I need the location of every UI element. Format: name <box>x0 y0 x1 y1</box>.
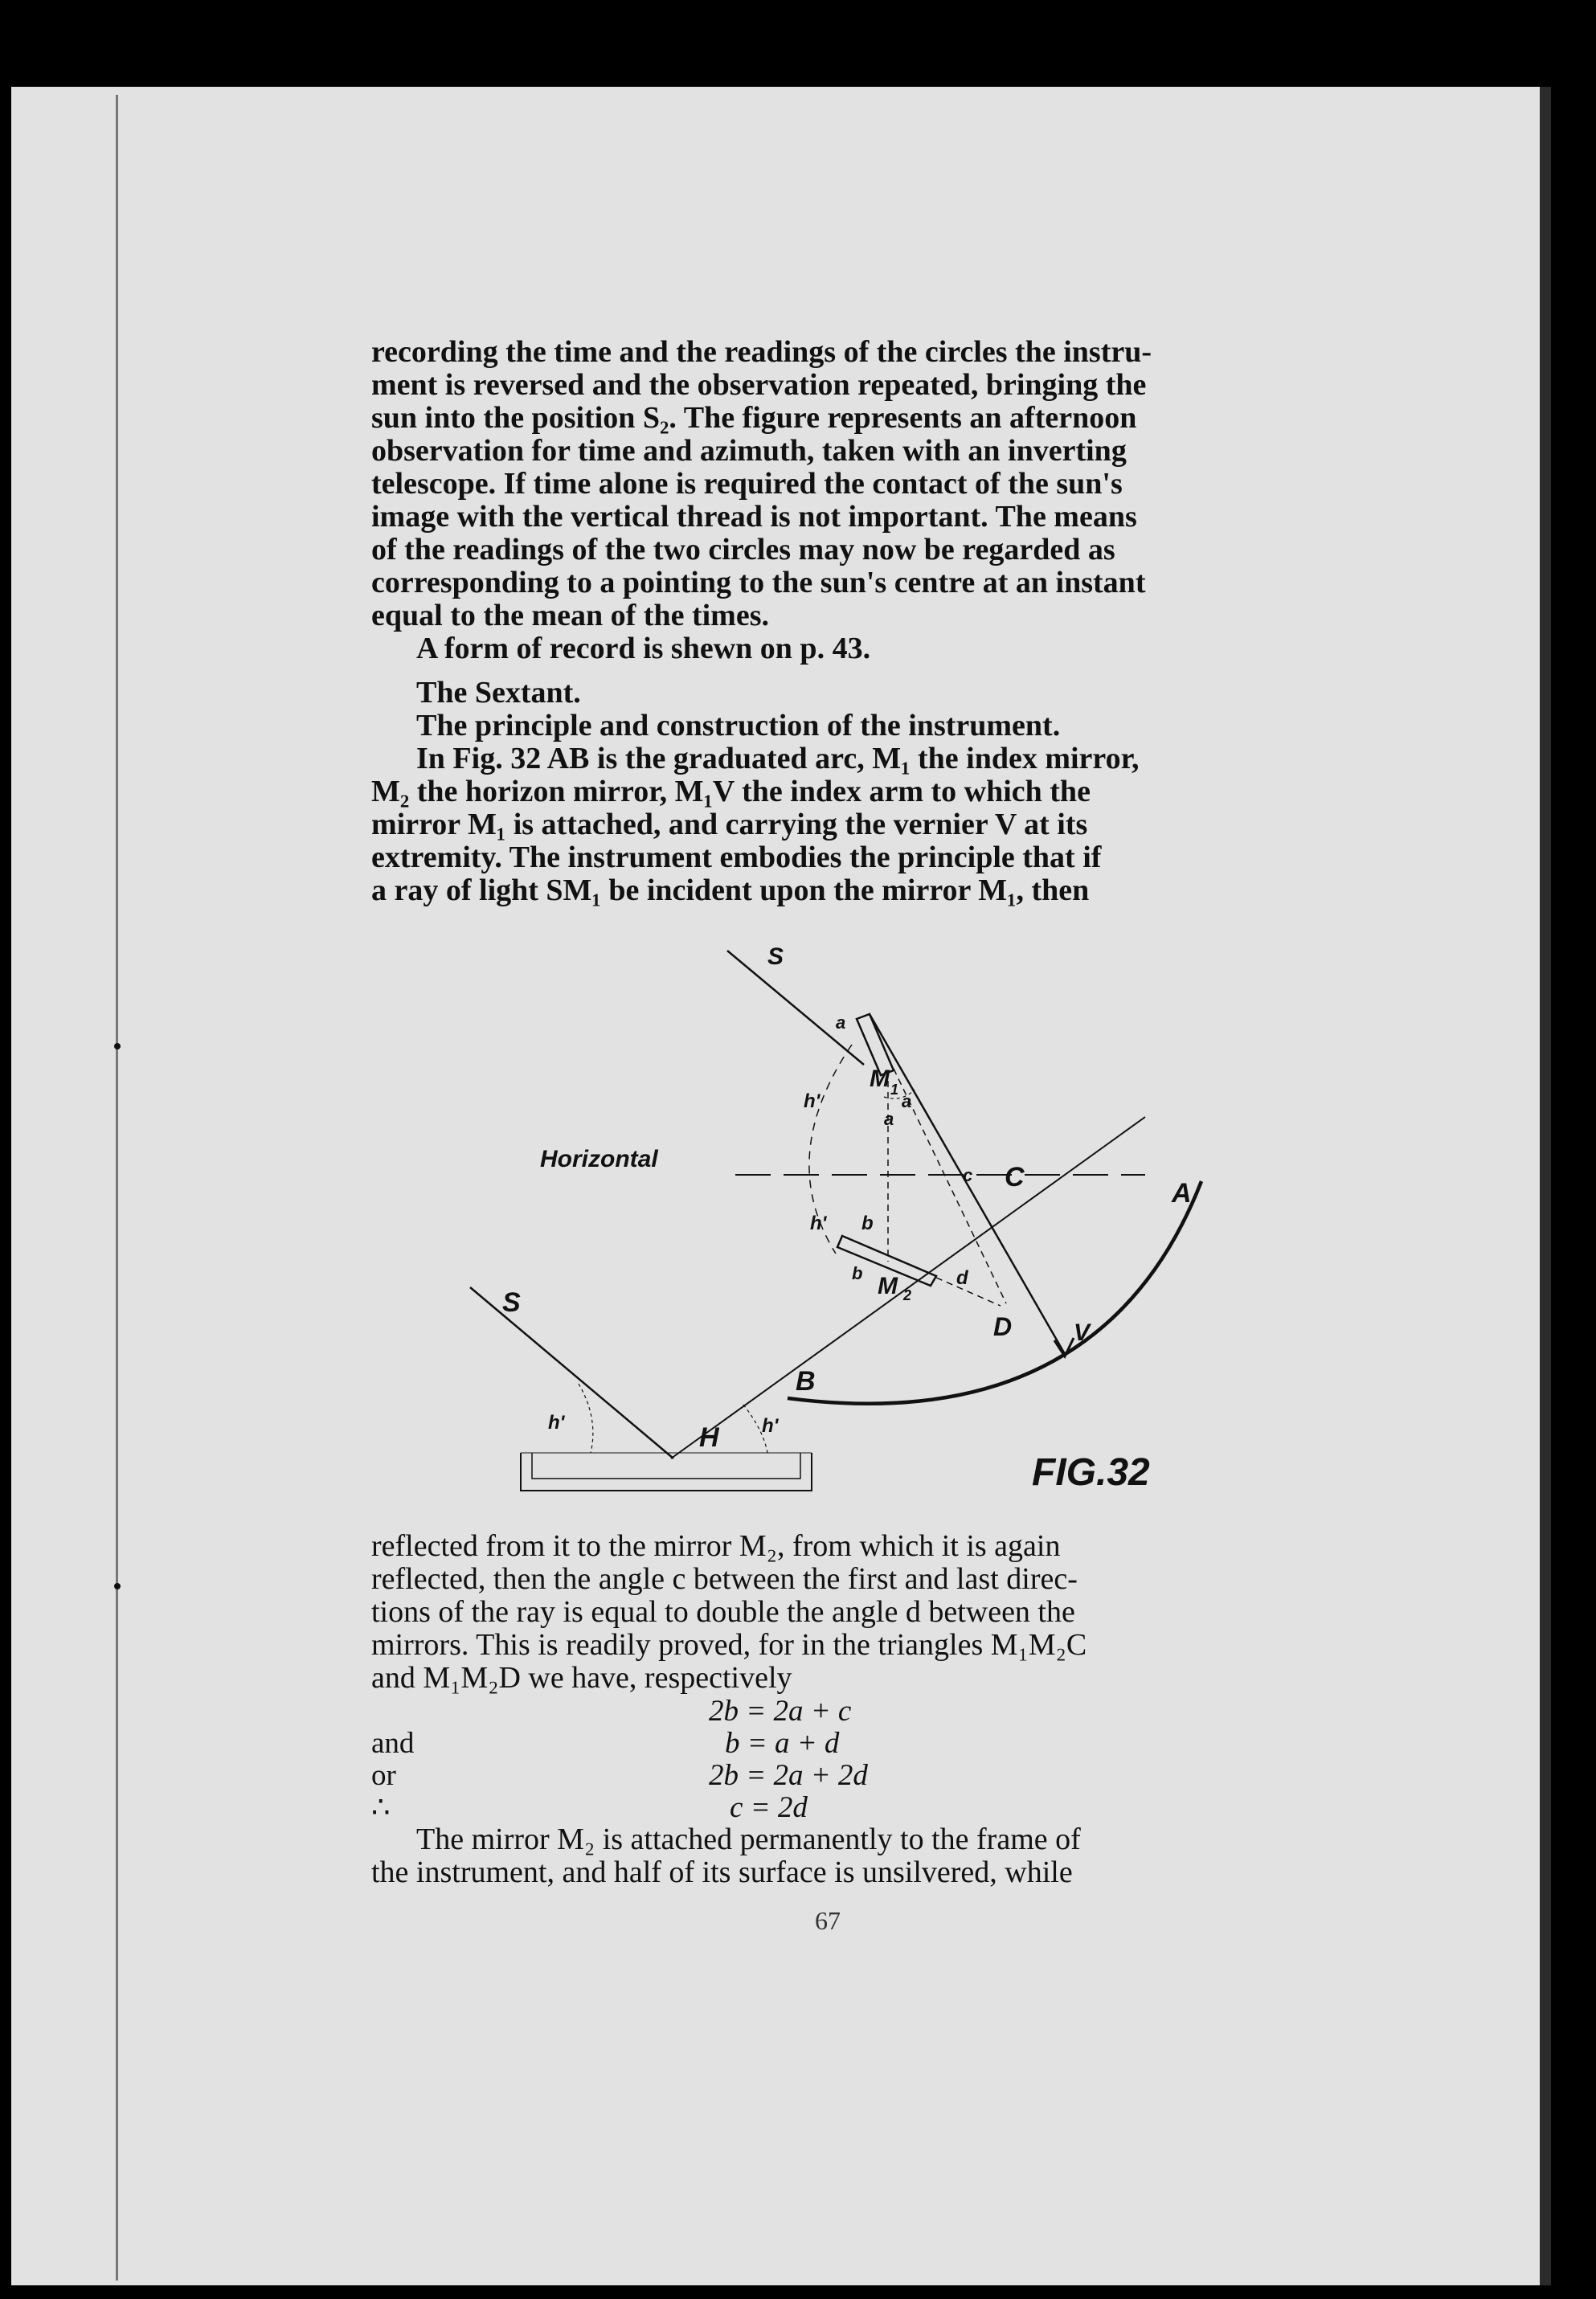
text-line: of the readings of the two circles may now be regarded as <box>371 533 1115 567</box>
graduated-arc-ab <box>788 1181 1201 1404</box>
equation-prefix: ∴ <box>371 1791 391 1824</box>
label-s-top: S <box>767 943 784 970</box>
equation-expr: b = a + d <box>725 1727 840 1760</box>
label-c-angle: c <box>963 1165 973 1185</box>
equation-row <box>371 1791 1295 1823</box>
text-line: extremity. The instrument embodies the principle that if <box>371 841 1102 874</box>
artificial-horizon-trough <box>521 1453 812 1491</box>
equation-row <box>371 1759 1295 1791</box>
lower-incident-ray <box>470 1287 673 1458</box>
text-line: The mirror M₂ is attached permanently to the frame of <box>416 1822 1081 1856</box>
label-h-prime: h' <box>810 1213 827 1234</box>
lower-paragraph <box>371 1530 1295 1889</box>
label-a-point: A <box>1172 1178 1192 1209</box>
label-c: C <box>1005 1162 1025 1192</box>
text-line: In Fig. 32 AB is the graduated arc, M₁ the index mirror, <box>416 742 1140 775</box>
label-h-prime: h' <box>548 1412 565 1434</box>
equation-row <box>371 1727 1295 1759</box>
figure-32-sextant-diagram <box>434 932 1238 1511</box>
equation-expr: c = 2d <box>730 1791 808 1824</box>
text-line: M₂ the horizon mirror, M₁V the index arm to which the <box>371 775 1091 808</box>
record-note: A form of record is shewn on p. 43. <box>416 632 871 665</box>
equation-prefix: or <box>371 1759 396 1792</box>
text-line: equal to the mean of the times. <box>371 599 769 632</box>
label-d-angle: d <box>956 1267 968 1289</box>
text-line: telescope. If time alone is required the contact of the sun's <box>371 467 1123 501</box>
label-d: D <box>993 1312 1013 1341</box>
text-line: sun into the position S₂. The figure represents an afternoon <box>371 401 1137 435</box>
label-a: a <box>884 1109 894 1129</box>
binding-dot <box>114 1043 121 1049</box>
label-v: V <box>1074 1319 1091 1346</box>
label-h: H <box>699 1422 719 1453</box>
text-line: tions of the ray is equal to double the angle d between the <box>371 1595 1075 1629</box>
label-m2-subscript: 2 <box>903 1287 912 1303</box>
label-b: b <box>852 1263 863 1283</box>
label-a: a <box>836 1012 846 1033</box>
horizontal-label: Horizontal <box>540 1146 658 1172</box>
label-m1-subscript: 1 <box>890 1082 899 1098</box>
text-line: and M₁M₂D we have, respectively <box>371 1661 792 1695</box>
label-b-point: B <box>796 1366 816 1397</box>
text-line: the instrument, and half of its surface is unsilvered, while <box>371 1855 1073 1889</box>
label-a: a <box>902 1091 912 1111</box>
binding-dot <box>114 1583 121 1589</box>
text-line: a ray of light SM₁ be incident upon the mirror M₁, then <box>371 873 1090 907</box>
artificial-horizon-inner <box>532 1453 800 1479</box>
label-h-prime: h' <box>804 1090 821 1112</box>
section-title: The Sextant. <box>416 676 581 710</box>
text-line: reflected from it to the mirror M₂, from which it is again <box>371 1529 1061 1563</box>
section-subtitle: The principle and construction of the instrument. <box>416 709 1061 742</box>
equation-prefix: and <box>371 1727 415 1760</box>
text-line: image with the vertical thread is not important. The means <box>371 500 1137 534</box>
upper-paragraph <box>371 336 1295 907</box>
angle-arc-h-left <box>579 1384 593 1453</box>
figure-caption: FIG.32 <box>1032 1451 1150 1494</box>
right-page-edge <box>1540 87 1551 2285</box>
left-margin-rule <box>116 95 118 2281</box>
incident-ray-line <box>727 951 864 1065</box>
text-line: reflected, then the angle c between the first and last direc- <box>371 1562 1078 1596</box>
text-line: recording the time and the readings of the circles the instru- <box>371 335 1152 369</box>
label-m2: M <box>878 1273 898 1299</box>
text-line: mirrors. This is readily proved, for in the triangles M₁M₂C <box>371 1628 1087 1662</box>
dashed-line-m2-d <box>936 1278 1001 1306</box>
label-s-left: S <box>502 1287 521 1318</box>
text-line: ment is reversed and the observation repeated, bringing the <box>371 368 1147 402</box>
text-line: mirror M₁ is attached, and carrying the vernier V at its <box>371 808 1088 841</box>
equation-expr: 2b = 2a + 2d <box>709 1759 868 1792</box>
text-line: observation for time and azimuth, taken with an inverting <box>371 434 1127 468</box>
equation-expr: 2b = 2a + c <box>709 1695 852 1728</box>
page-number: 67 <box>815 1906 841 1935</box>
label-h-prime: h' <box>762 1415 779 1437</box>
label-b: b <box>861 1213 874 1234</box>
text-line: corresponding to a pointing to the sun's centre at an instant <box>371 566 1146 599</box>
equation-row <box>371 1695 1295 1727</box>
label-m1: M <box>870 1066 890 1092</box>
